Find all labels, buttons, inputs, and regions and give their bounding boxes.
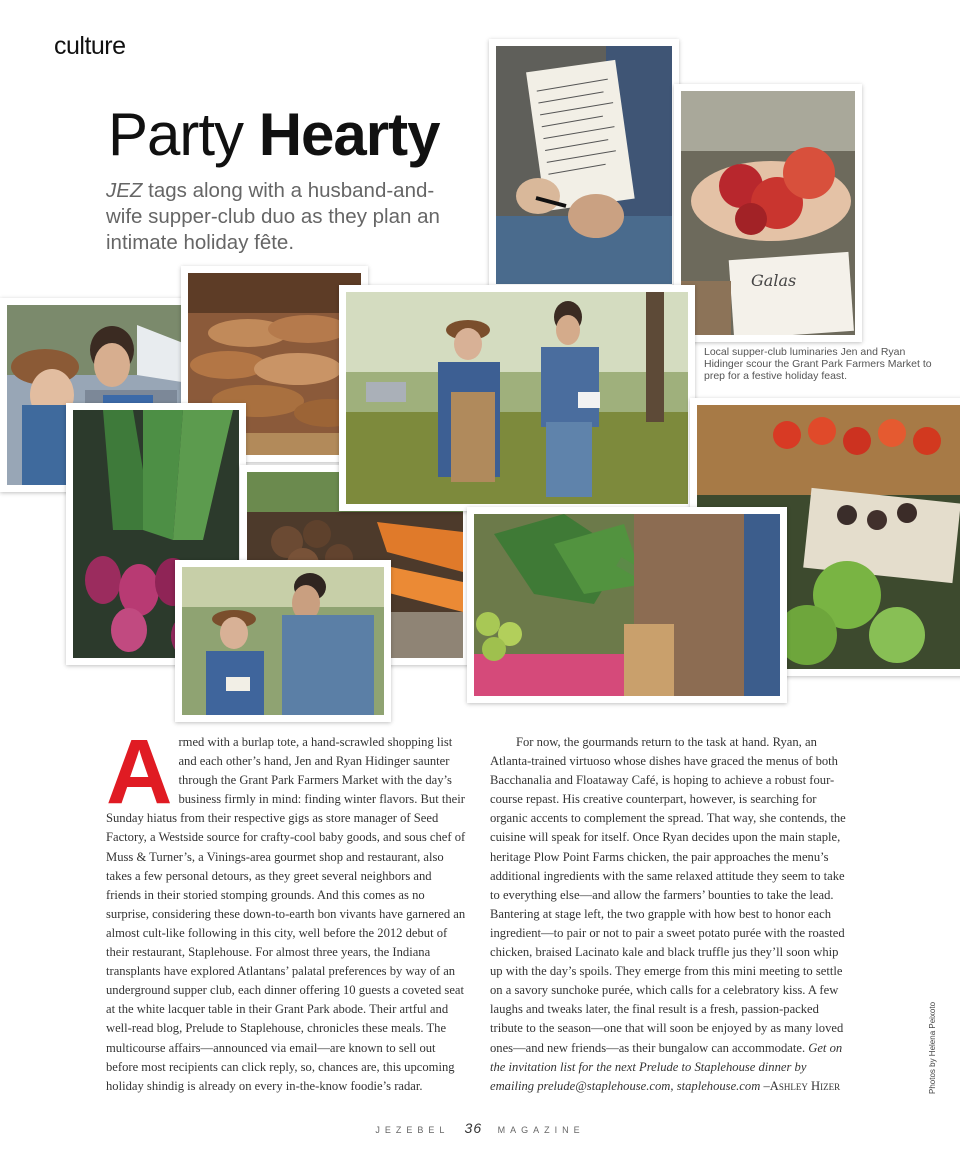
deck-magazine: JEZ	[106, 179, 143, 202]
footer-magazine-word: MAGAZINE	[497, 1125, 585, 1135]
photo-greens	[467, 507, 787, 703]
byline-dash: –	[760, 1078, 770, 1093]
page-number: 36	[464, 1120, 483, 1136]
photo-couple-walking	[339, 285, 695, 511]
title-bold: Hearty	[258, 101, 440, 168]
section-label: culture	[54, 32, 126, 60]
body-column-2	[490, 733, 850, 1096]
title-light: Party	[108, 101, 244, 168]
photo-credit: Photos by Helena Peixoto	[928, 1001, 937, 1094]
byline: Ashley Hizer	[769, 1078, 841, 1093]
article-deck	[106, 178, 466, 256]
invitation-note: Get on the invitation list for the next Prelude to Staplehouse dinner by emailing prelude@staplehouse.com, staplehouse.com	[490, 1040, 843, 1093]
body-text-1: rmed with a burlap tote, a hand-scrawled shopping list and each other’s hand, Jen and Ryan Hidinger saunter through the Grant Park Farmers Market with the day’s business firmly in mind: finding winter flavors. But their Sunday hiatus from their respective gigs as store manager of Seed Factory, a Westside source for crafty-cool baby goods, and sous chef of Muss & Turner’s, a Vinings-area gourmet shop and restaurant, also takes a few personal detours, as they greet several neighbors and friends in their storied stomping grounds. And this comes as no surprise, considering these down-to-earth bon vivants have garnered an almost cult-like following in this city, well before the 2012 debut of their restaurant, Staplehouse. For almost three years, the Indiana transplants have explored Atlantans’ palatal preferences by way of an underground supper club, each dinner offering 10 guests a coveted seat at the white lacquer table in their Grant Park abode. Their artful and well-read blog, Prelude to Staplehouse, chronicles these meals. The multicourse affairs—announced via email—are known to sell out before most recipients can click reply, so, chances are, this upcoming holiday shindig is already on every in-the-know foodie’s radar.	[106, 735, 466, 1093]
article-title	[108, 100, 440, 169]
body-text-2: For now, the gourmands return to the task at hand. Ryan, an Atlanta-trained virtuoso whose dishes have graced the menus of both Bacchanalia and Floataway Café, is hoping to achieve a robust four-course repast. His creative counterpart, however, is searching for organic accents to complement the spread. That way, she contends, the cuisine will speak for itself. Once Ryan decides upon the main staple, heritage Plow Point Farms chicken, the pair approaches the menu’s additional ingredients with the same relaxed attitude they seem to take to everything else—and allow the farmers’ bounties to take the lead. Bantering at stage left, the two grapple with how best to honor each ingredient—to pair or not to pair a sweet potato purée with the roasted chicken, braised Lacinato kale and black truffle jus they’ll soon whip up with the day’s spoils. They emerge from this mini meeting to settle on a savory sunchoke purée, which calls for a celebratory kiss. A few laughs and tweaks later, the final result is a fresh, passion-packed tribute to the season—one that will soon be enjoyed by as many loved ones—and new friends—as their bungalow can accommodate.	[490, 735, 846, 1055]
deck-text: tags along with a husband-and-wife supper-club duo as they plan an intimate holiday fête.	[106, 179, 440, 254]
svg-text:Galas: Galas	[751, 271, 797, 290]
page-footer	[0, 1120, 960, 1136]
photo-shopping-list	[489, 39, 679, 291]
drop-cap: A	[106, 721, 173, 823]
footer-magazine-name: JEZEBEL	[375, 1125, 450, 1135]
photo-making-list	[175, 560, 391, 722]
body-column-1	[106, 721, 466, 1096]
photo-apples	[674, 84, 862, 342]
photo-caption: Local supper-club luminaries Jen and Ryan Hidinger scour the Grant Park Farmers Market to prep for a festive holiday feast.	[704, 346, 932, 382]
